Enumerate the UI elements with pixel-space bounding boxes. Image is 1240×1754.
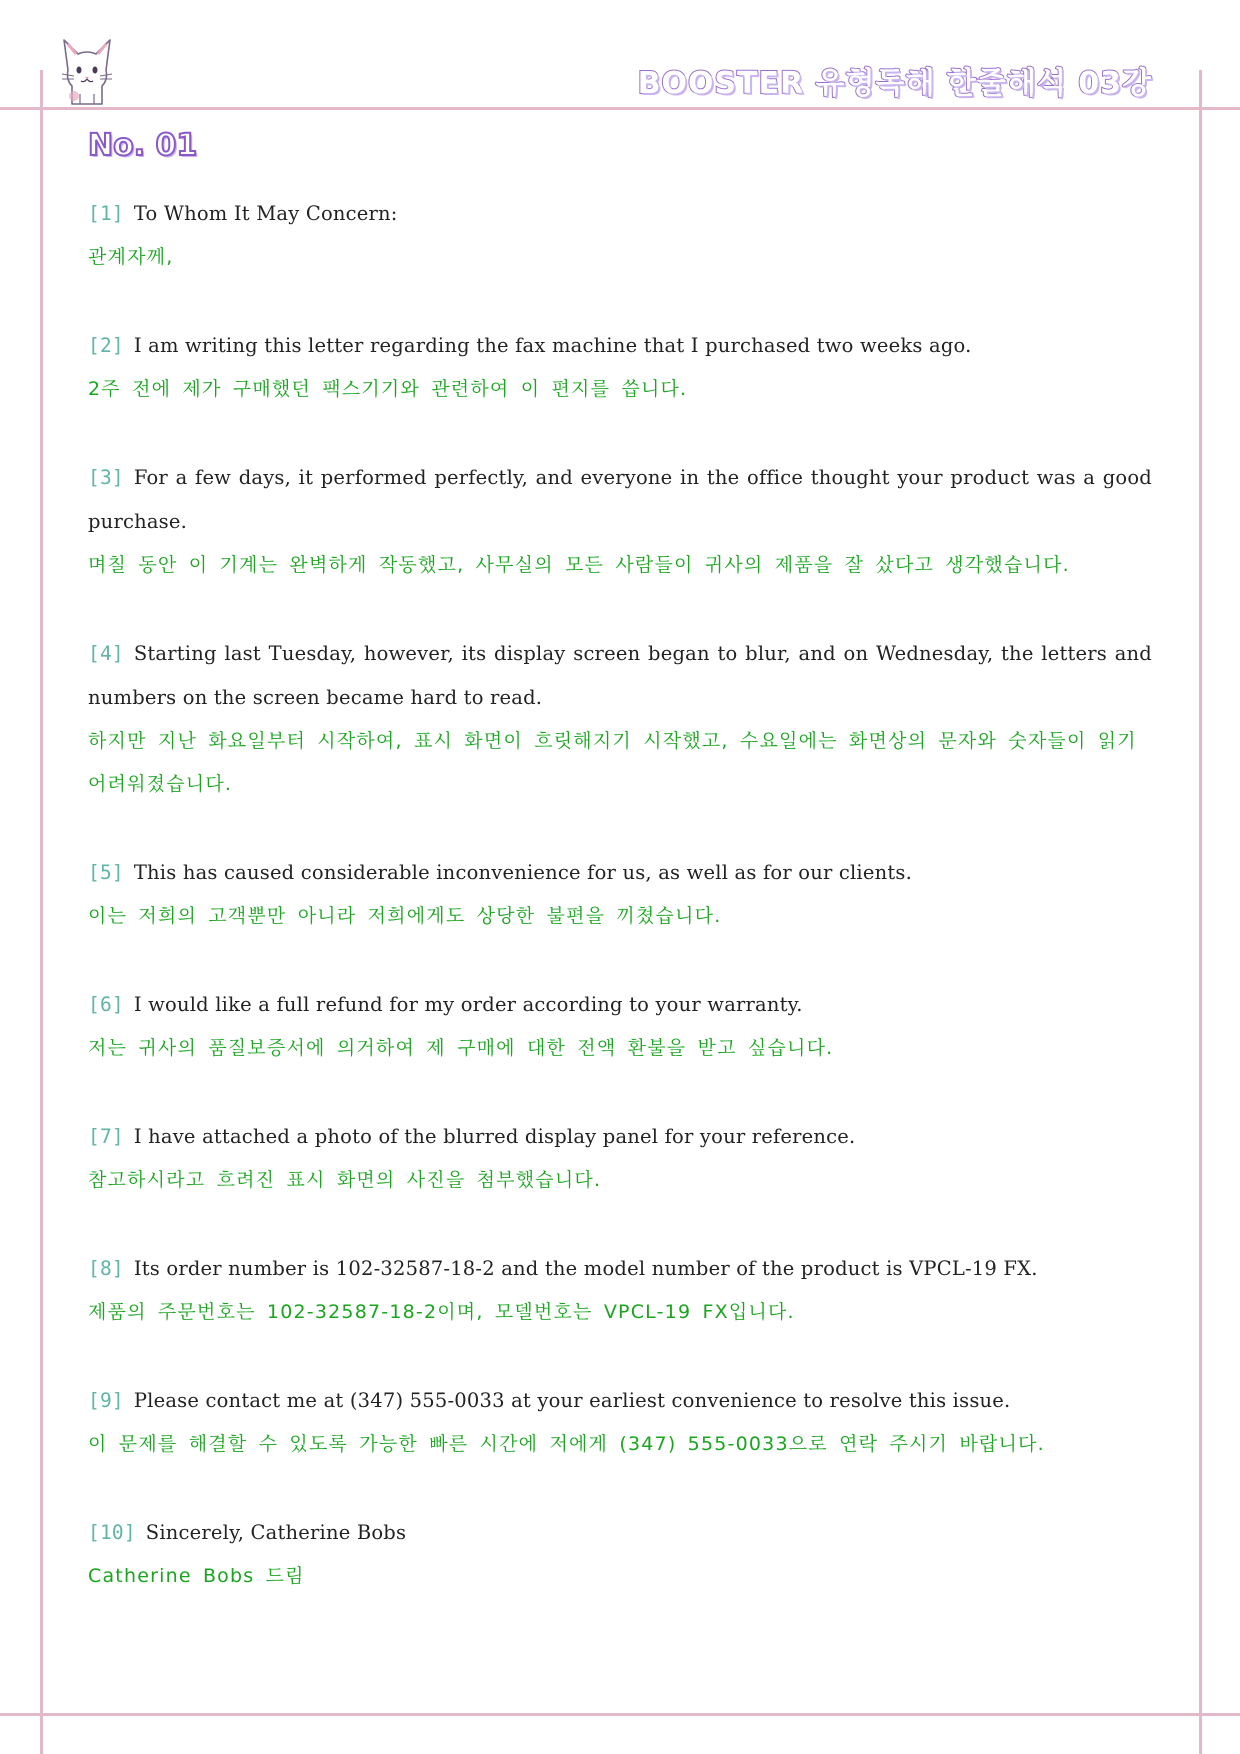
english-sentence	[88, 192, 1152, 236]
spacer	[88, 806, 1152, 851]
sentence-item	[88, 1247, 1152, 1334]
sentence-number: [9]	[88, 1389, 124, 1412]
spacer	[88, 1466, 1152, 1511]
english-sentence	[88, 324, 1152, 368]
korean-translation: 제품의 주문번호는 102-32587-18-2이며, 모델번호는 VPCL-19 FX입니다.	[88, 1301, 795, 1323]
sentence-item	[88, 324, 1152, 411]
footer-rule	[0, 1713, 1240, 1716]
english-text: Starting last Tuesday, however, its display screen began to blur, and on Wednesday, the letters and numbers on the screen became hard to read.	[88, 642, 1152, 709]
sentence-item	[88, 456, 1152, 587]
english-text: Please contact me at (347) 555-0033 at your earliest convenience to resolve this issue.	[133, 1389, 1011, 1412]
english-text: Its order number is 102-32587-18-2 and the model number of the product is VPCL-19 FX.	[133, 1257, 1038, 1280]
spacer	[88, 1070, 1152, 1115]
cat-icon	[56, 30, 118, 108]
left-margin-rule	[40, 70, 43, 1754]
english-sentence	[88, 983, 1152, 1027]
sentence-number: [3]	[88, 466, 124, 489]
spacer	[88, 279, 1152, 324]
sentence-item	[88, 192, 1152, 279]
sentence-number: [1]	[88, 202, 124, 225]
sentence-number: [4]	[88, 642, 124, 665]
english-sentence	[88, 456, 1152, 544]
sentence-number: [2]	[88, 334, 124, 357]
korean-translation: 관계자께,	[88, 246, 174, 268]
korean-translation: 2주 전에 제가 구매했던 팩스기기와 관련하여 이 편지를 씁니다.	[88, 378, 688, 400]
english-text: I would like a full refund for my order according to your warranty.	[133, 993, 803, 1016]
korean-translation: 저는 귀사의 품질보증서에 의거하여 제 구매에 대한 전액 환불을 받고 싶습니다.	[88, 1037, 834, 1059]
sentence-list	[88, 192, 1152, 1598]
page-header-title: BOOSTER 유형독해 한줄해석 03강	[637, 66, 1152, 101]
sentence-number: [8]	[88, 1257, 124, 1280]
korean-translation: 며칠 동안 이 기계는 완벽하게 작동했고, 사무실의 모든 사람들이 귀사의 제품을 잘 샀다고 생각했습니다.	[88, 554, 1070, 576]
english-sentence	[88, 851, 1152, 895]
sentence-item	[88, 632, 1152, 806]
sentence-number: [6]	[88, 993, 124, 1016]
sentence-item	[88, 983, 1152, 1070]
english-sentence	[88, 1115, 1152, 1159]
spacer	[88, 938, 1152, 983]
english-text: I have attached a photo of the blurred display panel for your reference.	[133, 1125, 856, 1148]
english-text: I am writing this letter regarding the fax machine that I purchased two weeks ago.	[133, 334, 972, 357]
korean-translation: Catherine Bobs 드림	[88, 1565, 305, 1587]
english-text: This has caused considerable inconvenience for us, as well as for our clients.	[133, 861, 913, 884]
korean-translation: 참고하시라고 흐려진 표시 화면의 사진을 첨부했습니다.	[88, 1169, 602, 1191]
english-text: To Whom It May Concern:	[133, 202, 398, 225]
sentence-item	[88, 1115, 1152, 1202]
sentence-item	[88, 1379, 1152, 1466]
english-text: Sincerely, Catherine Bobs	[145, 1521, 407, 1544]
spacer	[88, 587, 1152, 632]
sentence-number: [10]	[88, 1521, 136, 1544]
english-sentence	[88, 1247, 1152, 1291]
korean-translation: 이는 저희의 고객뿐만 아니라 저희에게도 상당한 불편을 끼쳤습니다.	[88, 905, 722, 927]
spacer	[88, 411, 1152, 456]
sentence-item	[88, 1511, 1152, 1598]
sentence-number: [7]	[88, 1125, 124, 1148]
spacer	[88, 1202, 1152, 1247]
spacer	[88, 1334, 1152, 1379]
header-rule	[0, 107, 1240, 110]
sentence-item	[88, 851, 1152, 938]
korean-translation: 이 문제를 해결할 수 있도록 가능한 빠른 시간에 저에게 (347) 555-0033으로 연락 주시기 바랍니다.	[88, 1433, 1045, 1455]
section-number: No. 01	[88, 128, 198, 163]
korean-translation: 하지만 지난 화요일부터 시작하여, 표시 화면이 흐릿해지기 시작했고, 수요일에는 화면상의 문자와 숫자들이 읽기 어려워졌습니다.	[88, 730, 1137, 795]
right-margin-rule	[1199, 70, 1202, 1754]
english-sentence	[88, 1511, 1152, 1555]
english-sentence	[88, 1379, 1152, 1423]
english-sentence	[88, 632, 1152, 720]
sentence-number: [5]	[88, 861, 124, 884]
english-text: For a few days, it performed perfectly, and everyone in the office thought your product was a good purchase.	[88, 466, 1152, 533]
